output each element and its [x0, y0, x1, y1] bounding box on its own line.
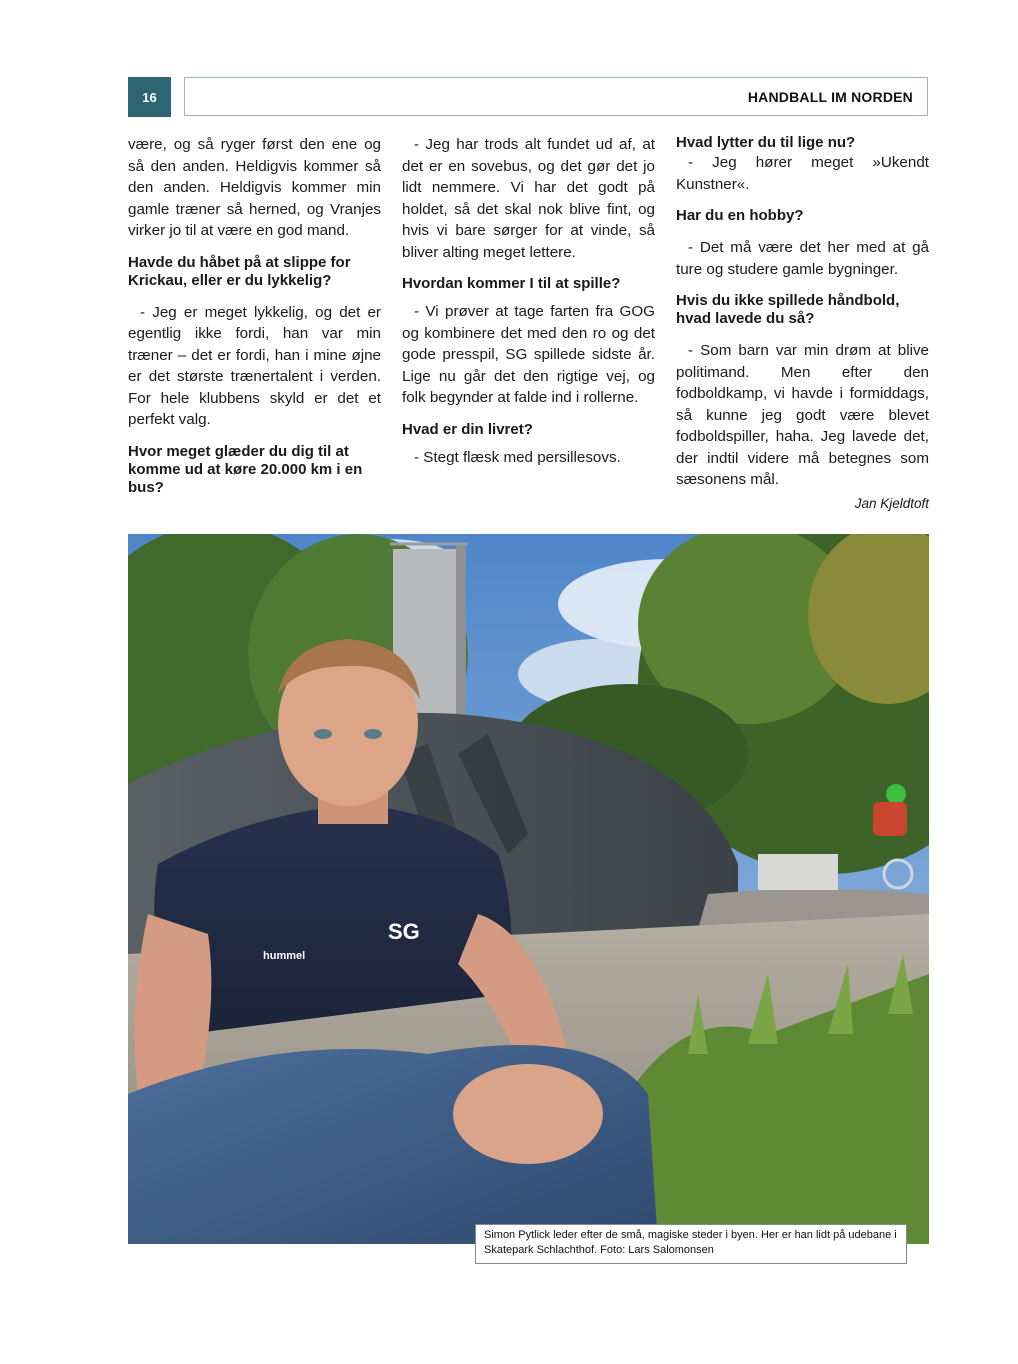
author-signature: Jan Kjeldtoft — [854, 495, 929, 511]
interview-answer: - Som barn var min drøm at blive politimand. Men efter den fodboldkamp, vi havde i formiddags, så kunne jeg godt være blevet fodboldspiller, haha. Jeg lavede det, der indtil videre må betegnes som sæsonens mål. — [676, 342, 929, 488]
photo-caption: Simon Pytlick leder efter de små, magiske steder i byen. Her er han lidt på udebane i Skatepark Schlachthof. Foto: Lars Salomonsen — [475, 1224, 907, 1264]
interview-answer: - Vi prøver at tage farten fra GOG og kombinere det med den ro og det gode presspil, SG spillede sidste år. Lige nu går det den rigtige vej, og folk begynder at falde ind i rollerne. — [402, 303, 655, 406]
paragraph: være, og så ryger først den ene og så den anden. Heldigvis kommer så den anden. Heldigvis kommer min gamle træner så herned, og Vranjes virker jo til at være en god mand. — [128, 136, 381, 239]
article-column-3 — [676, 134, 929, 514]
article-column-1 — [128, 134, 381, 497]
interview-answer: - Jeg har trods alt fundet ud af, at det er en sovebus, og det gør det jo lidt nemmere. Vi har det godt på holdet, så det skal nok blive fint, og hvis vi bare sørger for at vinde, så bliver alting meget lettere. — [402, 136, 655, 261]
interview-answer: - Jeg hører meget »Ukendt Kunstner«. — [676, 154, 929, 193]
interview-answer: - Det må være det her med at gå ture og studere gamle bygninger. — [676, 239, 929, 278]
shirt-brand-text: hummel — [263, 950, 306, 962]
interview-answer: - Jeg er meget lykkelig, og det er egentlig ikke fordi, han var min træner – det er fordi, han i mine øjne er det største trænertalent i verden. For hele klubbens skyld er det et perfekt valg. — [128, 303, 381, 428]
section-header — [184, 77, 928, 116]
interview-question: Hvor meget glæder du dig til at komme ud at køre 20.000 km i en bus? — [128, 442, 363, 496]
section-title: HANDBALL IM NORDEN — [747, 88, 913, 105]
interview-question: Havde du håbet på at slippe for Krickau, eller er du lykkelig? — [128, 253, 351, 289]
interview-question: Hvordan kommer I til at spille? — [402, 275, 621, 292]
interview-question: Hvad lytter du til lige nu? — [676, 134, 856, 151]
interview-question: Hvis du ikke spillede håndbold, hvad lavede du så? — [676, 292, 900, 327]
shirt-logo-text: SG — [388, 919, 420, 944]
interview-question: Hvad er din livret? — [402, 420, 533, 438]
interview-question: Har du en hobby? — [676, 207, 804, 224]
article-column-2 — [402, 134, 655, 468]
interview-answer: - Stegt flæsk med persillesovs. — [414, 448, 621, 466]
page-number: 16 — [128, 77, 171, 117]
article-photo — [128, 534, 929, 1244]
